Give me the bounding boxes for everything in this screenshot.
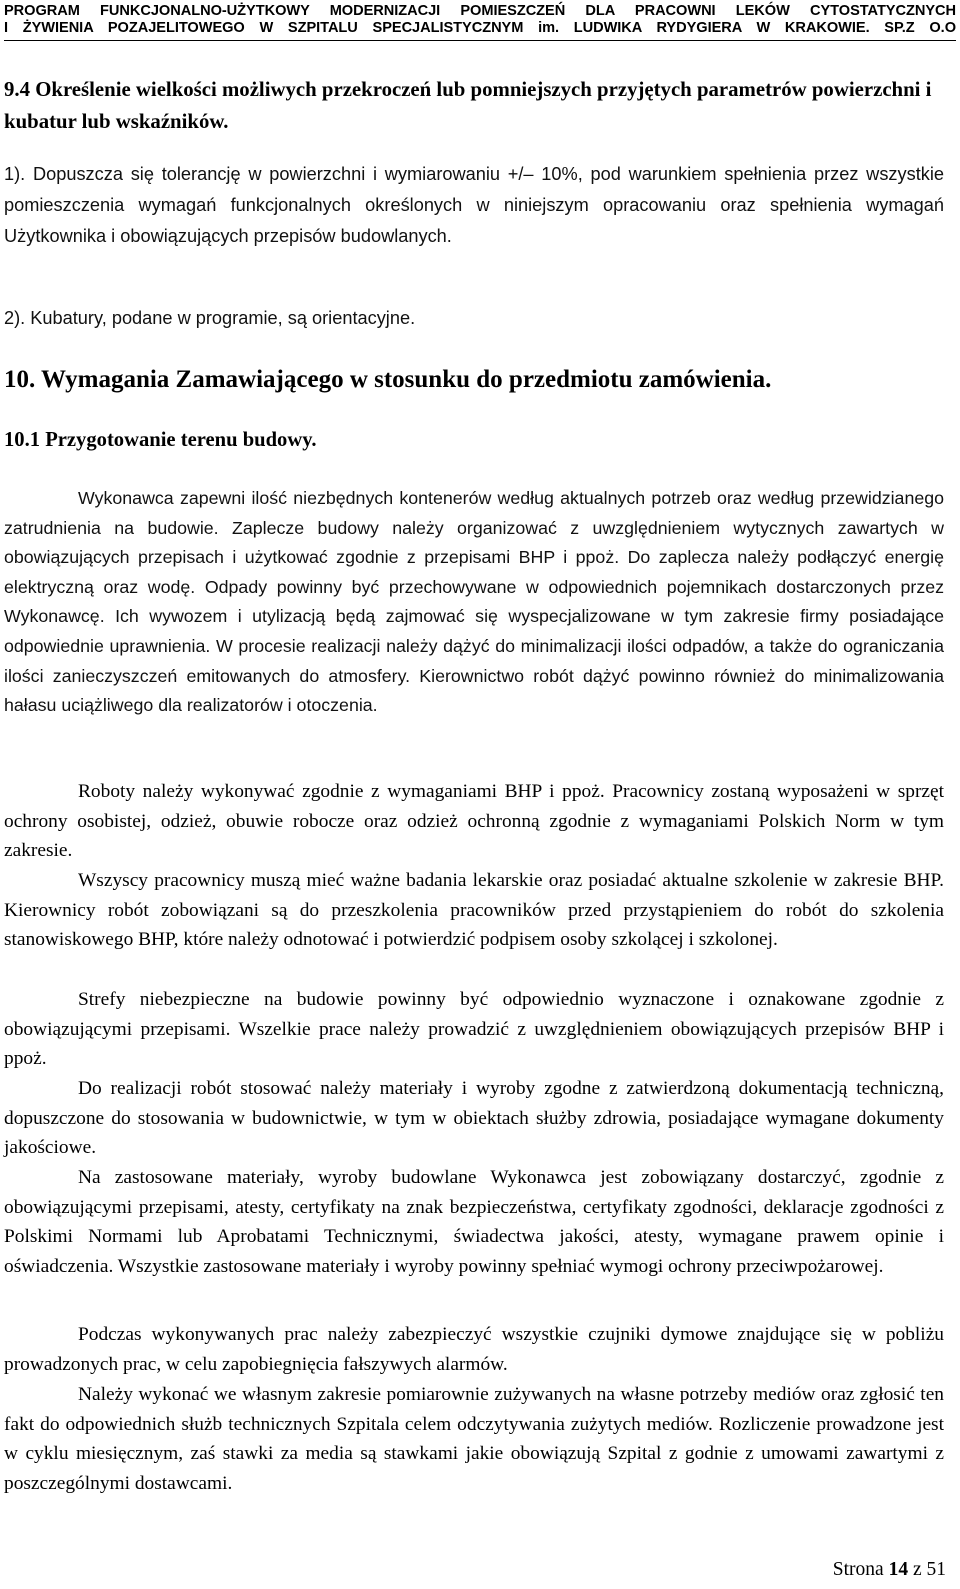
running-header	[4, 3, 956, 36]
section-10-heading: 10. Wymagania Zamawiającego w stosunku do przedmiotu zamówienia.	[4, 366, 772, 393]
page-number	[833, 1557, 946, 1583]
page-number-separator: z	[908, 1559, 927, 1580]
section-10-1-heading: 10.1 Przygotowanie terenu budowy.	[4, 429, 317, 451]
section-9-4-heading: 9.4 Określenie wielkości możliwych przekroczeń lub pomniejszych przyjętych parametrów powierzchni i kubatur lub wskaźników.	[4, 78, 932, 133]
body-paragraph: Podczas wykonywanych prac należy zabezpieczyć wszystkie czujniki dymowe znajdujące się w pobliżu prowadzonych prac, w celu zapobiegnięcia fałszywych alarmów.	[4, 1324, 944, 1375]
body-paragraph: Wszyscy pracownicy muszą mieć ważne badania lekarskie oraz posiadać aktualne szkolenie w zakresie BHP. Kierownicy robót zobowiązani są do przeszkolenia pracowników przed przystąpieniem do robót do szkolenia stanowiskowego BHP, które należy odnotować i potwierdzić podpisem osoby szkolącej i szkolonej.	[4, 870, 944, 951]
total-pages: 51	[926, 1559, 946, 1580]
volume-paragraph: 2). Kubatury, podane w programie, są orientacyjne.	[4, 308, 416, 328]
header-line-2: I ŻYWIENIA POZAJELITOWEGO W SZPITALU SPECJALISTYCZNYM im. LUDWIKA RYDYGIERA W KRAKOWIE. SP.Z O.O	[4, 19, 956, 36]
header-line-1: PROGRAM FUNKCJONALNO-UŻYTKOWY MODERNIZACJI POMIESZCZEŃ DLA PRACOWNI LEKÓW CYTOSTATYCZNYCH	[4, 3, 956, 19]
tolerance-paragraph: 1). Dopuszcza się tolerancję w powierzchni i wymiarowaniu +/– 10%, pod warunkiem spełnienia przez wszystkie pomieszczenia wymagań funkcjonalnych określonych w niniejszym opracowaniu oraz spełnienia wymagań Użytkownika i obowiązujących przepisów budowlanych.	[4, 164, 944, 246]
header-divider	[4, 40, 956, 41]
body-paragraph: Wykonawca zapewni ilość niezbędnych kontenerów według aktualnych potrzeb oraz według przewidzianego zatrudnienia na budowie. Zaplecze budowy należy organizować z uwzględnieniem wytycznych zawartych w obowiązujących przepisach i użytkować zgodnie z przepisami BHP i ppoż. Do zaplecza należy podłączyć energię elektryczną oraz wodę. Odpady powinny być przechowywane w odpowiednich pojemnikach dostarczonych przez Wykonawcę. Ich wywozem i utylizacją będą zajmować się wyspecjalizowane w tym zakresie firmy posiadające odpowiednie uprawnienia. W procesie realizacji należy dążyć do minimalizacji ilości odpadów, a także do ograniczania ilości zanieczyszczeń emitowanych do atmosfery. Kierownictwo robót dążyć powinno również do minimalizowania hałasu uciążliwego dla realizatorów i otoczenia.	[4, 488, 944, 716]
body-paragraph: Roboty należy wykonywać zgodnie z wymaganiami BHP i ppoż. Pracownicy zostaną wyposażeni w sprzęt ochrony osobistej, odzież, obuwie robocze oraz odzież ochronną zgodnie z wymaganiami Polskich Norm w tym zakresie.	[4, 781, 944, 862]
body-paragraph: Należy wykonać we własnym zakresie pomiarownie zużywanych na własne potrzeby mediów oraz zgłosić ten fakt do odpowiednich służb technicznych Szpitala celem odczytywania zużytych mediów. Rozliczenie prowadzone jest w cyklu miesięcznym, zaś stawki za media są stawkami jakie obowiązują Szpital z godnie z umowami zawartymi z poszczególnymi dostawcami.	[4, 1384, 944, 1494]
current-page: 14	[888, 1559, 909, 1580]
body-paragraph: Strefy niebezpieczne na budowie powinny być odpowiednio wyznaczone i oznakowane zgodnie z obowiązującymi przepisami. Wszelkie prace należy prowadzić z uwzględnieniem obowiązujących przepisów BHP i ppoż.	[4, 989, 944, 1070]
body-paragraph: Do realizacji robót stosować należy materiały i wyroby zgodne z zatwierdzoną dokumentacją techniczną, dopuszczone do stosowania w budownictwie, w tym w obiektach służby zdrowia, posiadające wymagane dokumenty jakościowe.	[4, 1078, 944, 1159]
page-number-prefix: Strona	[832, 1559, 889, 1580]
body-paragraph: Na zastosowane materiały, wyroby budowlane Wykonawca jest zobowiązany dostarczyć, zgodnie z obowiązującymi przepisami, atesty, certyfikaty na znak bezpieczeństwa, certyfikaty zgodności, deklaracje zgodności z Polskimi Normami lub Aprobatami Technicznymi, świadectwa jakości, atesty, wymagane prawem opinie i oświadczenia. Wszystkie zastosowane materiały i wyroby powinny spełniać wymogi ochrony przeciwpożarowej.	[4, 1167, 944, 1277]
